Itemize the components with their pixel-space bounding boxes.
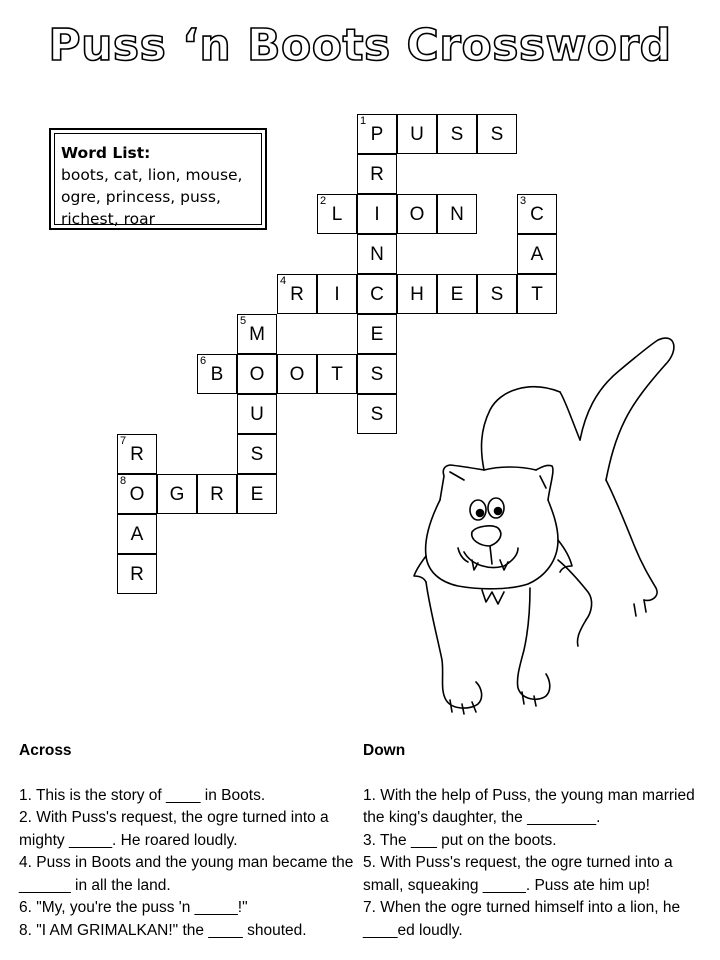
cell-letter: O bbox=[409, 204, 425, 225]
down-heading: Down bbox=[363, 742, 406, 759]
cell-letter: E bbox=[450, 284, 464, 305]
clue-across-8: 8. "I AM GRIMALKAN!" the ____ shouted. bbox=[19, 921, 307, 939]
clue-down-1: 1. With the help of Puss, the young man married the king's daughter, the ________. bbox=[363, 786, 695, 826]
crossword-cell[interactable] bbox=[397, 274, 437, 314]
across-clues bbox=[19, 740, 359, 942]
page-title: Puss ‘n Boots Crossword bbox=[48, 20, 672, 71]
down-clues bbox=[363, 740, 713, 942]
crossword-cell[interactable] bbox=[357, 114, 397, 154]
cell-letter: H bbox=[410, 284, 424, 305]
cell-letter: O bbox=[129, 484, 145, 505]
crossword-cell[interactable] bbox=[357, 154, 397, 194]
cell-number: 7 bbox=[120, 435, 127, 447]
cell-number: 4 bbox=[280, 275, 287, 287]
cell-letter: M bbox=[249, 324, 265, 345]
clue-down-7: 7. When the ogre turned himself into a lion, he ____ed loudly. bbox=[363, 899, 681, 939]
crossword-cell[interactable] bbox=[237, 474, 277, 514]
clue-down-3: 3. The ___ put on the boots. bbox=[363, 831, 557, 849]
cell-letter: E bbox=[250, 484, 264, 505]
crossword-cell[interactable] bbox=[357, 274, 397, 314]
clue-across-1: 1. This is the story of ____ in Boots. bbox=[19, 786, 266, 804]
crossword-cell[interactable] bbox=[277, 354, 317, 394]
crossword-cell[interactable] bbox=[237, 394, 277, 434]
crossword-cell[interactable] bbox=[517, 234, 557, 274]
clue-across-6: 6. "My, you're the puss 'n _____!" bbox=[19, 899, 248, 916]
cell-number: 8 bbox=[120, 475, 127, 487]
crossword-cell[interactable] bbox=[237, 314, 277, 354]
crossword-cell[interactable] bbox=[477, 274, 517, 314]
crossword-cell[interactable] bbox=[197, 354, 237, 394]
cell-letter: A bbox=[530, 244, 544, 265]
cell-letter: I bbox=[374, 204, 380, 225]
clue-across-2: 2. With Puss's request, the ogre turned into a mighty _____. He roared loudly. bbox=[19, 809, 329, 849]
crossword-cell[interactable] bbox=[517, 274, 557, 314]
cell-number: 5 bbox=[240, 315, 247, 327]
cell-letter: S bbox=[370, 364, 384, 385]
cell-letter: U bbox=[410, 124, 424, 145]
cell-letter: R bbox=[130, 564, 144, 585]
word-list-title: Word List: bbox=[61, 144, 151, 162]
crossword-cell[interactable] bbox=[397, 114, 437, 154]
cell-letter: G bbox=[169, 484, 185, 505]
crossword-cell[interactable] bbox=[117, 434, 157, 474]
cell-number: 1 bbox=[360, 115, 367, 127]
puss-cat-illustration bbox=[380, 320, 680, 730]
crossword-cell[interactable] bbox=[117, 514, 157, 554]
cell-letter: T bbox=[331, 364, 343, 385]
cell-letter: R bbox=[370, 164, 384, 185]
cell-letter: E bbox=[370, 324, 384, 345]
cell-letter: C bbox=[530, 204, 544, 225]
cell-letter: R bbox=[210, 484, 224, 505]
crossword-cell[interactable] bbox=[397, 194, 437, 234]
cell-letter: S bbox=[250, 444, 264, 465]
cell-letter: R bbox=[130, 444, 144, 465]
cell-letter: S bbox=[450, 124, 464, 145]
cell-letter: S bbox=[490, 284, 504, 305]
cell-number: 6 bbox=[200, 355, 207, 367]
word-list-line: ogre, princess, puss, bbox=[61, 188, 221, 206]
crossword-cell[interactable] bbox=[517, 194, 557, 234]
crossword-cell[interactable] bbox=[237, 434, 277, 474]
word-list-line: richest, roar bbox=[61, 210, 155, 228]
crossword-cell[interactable] bbox=[317, 194, 357, 234]
cell-letter: S bbox=[490, 124, 504, 145]
cell-letter: R bbox=[290, 284, 304, 305]
cell-letter: P bbox=[370, 124, 384, 145]
cell-letter: I bbox=[334, 284, 340, 305]
crossword-cell[interactable] bbox=[317, 274, 357, 314]
crossword-cell[interactable] bbox=[357, 234, 397, 274]
crossword-cell[interactable] bbox=[277, 274, 317, 314]
crossword-cell[interactable] bbox=[437, 274, 477, 314]
clue-down-5: 5. With Puss's request, the ogre turned into a small, squeaking _____. Puss ate him up! bbox=[363, 854, 673, 894]
crossword-cell[interactable] bbox=[437, 194, 477, 234]
cell-number: 2 bbox=[320, 195, 327, 207]
crossword-cell[interactable] bbox=[237, 354, 277, 394]
crossword-cell[interactable] bbox=[157, 474, 197, 514]
across-heading: Across bbox=[19, 742, 72, 759]
crossword-cell[interactable] bbox=[117, 554, 157, 594]
cell-letter: U bbox=[250, 404, 264, 425]
crossword-cell[interactable] bbox=[317, 354, 357, 394]
crossword-cell[interactable] bbox=[197, 474, 237, 514]
word-list-line: boots, cat, lion, mouse, bbox=[61, 166, 243, 184]
cell-number: 3 bbox=[520, 195, 527, 207]
cell-letter: B bbox=[210, 364, 224, 385]
cell-letter: S bbox=[370, 404, 384, 425]
crossword-cell[interactable] bbox=[437, 114, 477, 154]
crossword-cell[interactable] bbox=[477, 114, 517, 154]
crossword-cell[interactable] bbox=[357, 194, 397, 234]
cell-letter: T bbox=[531, 284, 543, 305]
cell-letter: C bbox=[370, 284, 384, 305]
cell-letter: O bbox=[249, 364, 265, 385]
cell-letter: A bbox=[130, 524, 144, 545]
cell-letter: N bbox=[450, 204, 464, 225]
cell-letter: N bbox=[370, 244, 384, 265]
crossword-cell[interactable] bbox=[117, 474, 157, 514]
clue-across-4: 4. Puss in Boots and the young man became the ______ in all the land. bbox=[19, 854, 354, 894]
cell-letter: L bbox=[331, 204, 343, 225]
cell-letter: O bbox=[289, 364, 305, 385]
